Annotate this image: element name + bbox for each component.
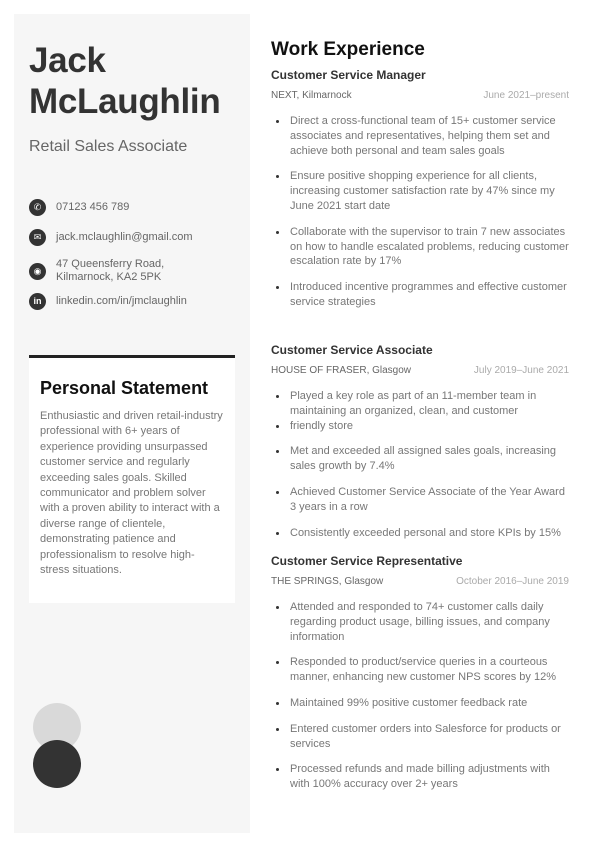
contact-linkedin[interactable]: in linkedin.com/in/jmclaughlin xyxy=(29,295,187,310)
linkedin-icon: in xyxy=(29,293,46,310)
job-company: HOUSE OF FRASER, Glasgow xyxy=(271,365,412,376)
job-bullet: Responded to product/service queries in a courteous manner, enhancing new customer NPS scores by 12% xyxy=(271,655,569,685)
job-dates: October 2016–June 2019 xyxy=(456,576,569,587)
job-entry xyxy=(271,343,569,551)
job-bullet: Direct a cross-functional team of 15+ customer service associates and representatives, helping them set and achieve both personal and team sales goals xyxy=(271,114,569,158)
job-bullet: Played a key role as part of an 11-member team in maintaining an organized, clean, and customer xyxy=(271,389,569,419)
job-entry xyxy=(271,554,569,803)
job-bullet: Ensure positive shopping experience for all clients, increasing customer satisfaction rate by 47% since my June 2021 start date xyxy=(271,169,569,213)
job-title: Customer Service Associate xyxy=(271,343,433,357)
job-bullet: Achieved Customer Service Associate of the Year Award 3 years in a row xyxy=(271,485,569,515)
job-bullet: Processed refunds and made billing adjustments with with 100% accuracy over 2+ years xyxy=(271,762,569,792)
job-bullet: Met and exceeded all assigned sales goals, increasing sales growth by 7.4% xyxy=(271,444,569,474)
job-bullet: Collaborate with the supervisor to train 7 new associates on how to handle escalated problems, reducing customer escalation rate by 17% xyxy=(271,225,569,269)
job-title: Customer Service Representative xyxy=(271,554,463,568)
contact-phone: ✆ 07123 456 789 xyxy=(29,201,129,216)
work-experience-title: Work Experience xyxy=(271,39,425,60)
job-bullet: Introduced incentive programmes and effective customer service strategies xyxy=(271,280,569,310)
job-title: Customer Service Manager xyxy=(271,68,426,82)
job-dates: June 2021–present xyxy=(483,90,569,101)
email-icon: ✉ xyxy=(29,229,46,246)
job-bullet: Attended and responded to 74+ customer calls daily regarding product usage, billing issues, and company information xyxy=(271,600,569,644)
candidate-role: Retail Sales Associate xyxy=(29,138,188,155)
personal-statement-body: Enthusiastic and driven retail-industry professional with 6+ years of experience providing unsurpassed customer service and regularly exceeding sales goals. Skilled communicator and problem solver with a proven ability to interact with a diverse range of clientele, demonstrating patience and professionalism to resolve high-stress situations. xyxy=(40,410,223,577)
job-bullet: Entered customer orders into Salesforce for products or services xyxy=(271,722,569,752)
personal-statement xyxy=(29,355,235,603)
location-icon: ◉ xyxy=(29,263,46,280)
job-bullet: friendly store xyxy=(271,419,569,434)
job-dates: July 2019–June 2021 xyxy=(473,365,569,376)
contact-email[interactable]: ✉ jack.mclaughlin@gmail.com xyxy=(29,231,193,246)
job-entry xyxy=(271,68,569,321)
phone-icon: ✆ xyxy=(29,199,46,216)
job-company: THE SPRINGS, Glasgow xyxy=(271,576,384,587)
job-bullet: Consistently exceeded personal and store KPIs by 15% xyxy=(271,526,569,541)
contact-address: ◉ 47 Queensferry Road, Kilmarnock, KA2 5PK xyxy=(29,258,164,284)
job-company: NEXT, Kilmarnock xyxy=(271,90,352,101)
decorative-circle-dark xyxy=(33,740,81,788)
job-bullet: Maintained 99% positive customer feedback rate xyxy=(271,696,569,711)
personal-statement-title: Personal Statement xyxy=(40,378,209,398)
candidate-name: Jack McLaughlin xyxy=(29,41,221,121)
